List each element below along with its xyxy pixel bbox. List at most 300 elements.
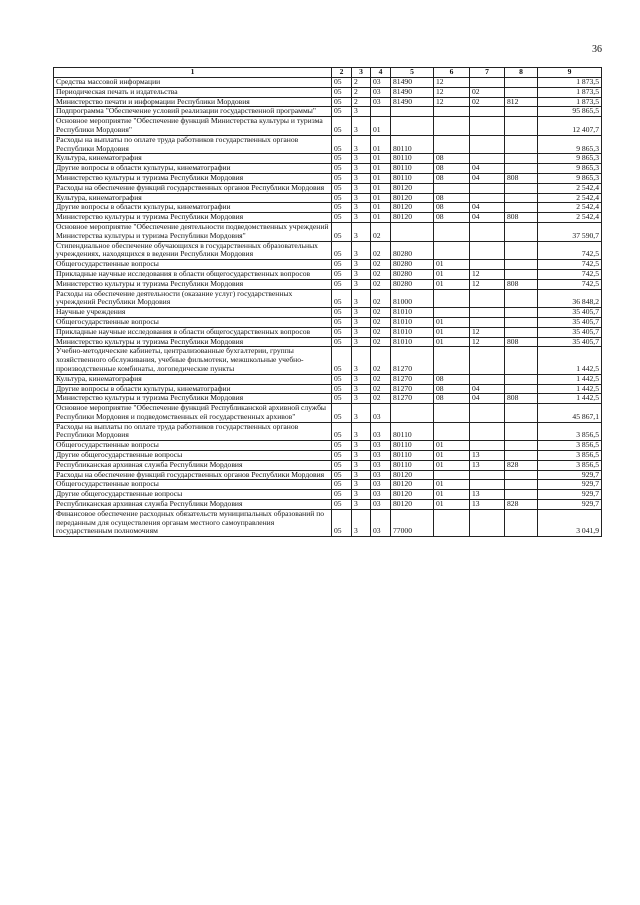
- code-col-7: 12: [470, 327, 505, 337]
- code-col-6: 01: [434, 500, 470, 510]
- code-col-5: 80280: [391, 260, 434, 270]
- row-name: Основное мероприятие "Обеспечение функций Республиканской архивной службы Республики Мордовия и подведомственных ей государственных архивов": [54, 404, 332, 423]
- amount: 9 865,3: [538, 135, 602, 154]
- code-col-8: [505, 404, 538, 423]
- code-col-3: 2: [352, 78, 371, 88]
- row-name: Культура, кинематография: [54, 193, 332, 203]
- row-name: Министерство культуры и туризма Республики Мордовия: [54, 337, 332, 347]
- code-col-4: 03: [371, 404, 391, 423]
- code-col-6: 01: [434, 451, 470, 461]
- code-col-8: [505, 470, 538, 480]
- code-col-5: 81010: [391, 327, 434, 337]
- code-col-7: 12: [470, 337, 505, 347]
- table-row: [54, 135, 602, 154]
- row-name: Расходы на обеспечение функций государственных органов Республики Мордовия: [54, 183, 332, 193]
- code-col-6: 08: [434, 154, 470, 164]
- code-col-2: 05: [332, 374, 352, 384]
- code-col-4: 03: [371, 470, 391, 480]
- code-col-5: 80280: [391, 269, 434, 279]
- code-col-5: 80110: [391, 173, 434, 183]
- code-col-6: 08: [434, 173, 470, 183]
- column-header: 3: [352, 68, 371, 78]
- code-col-3: 3: [352, 480, 371, 490]
- code-col-4: 02: [371, 222, 391, 241]
- code-col-8: [505, 154, 538, 164]
- code-col-5: 80280: [391, 279, 434, 289]
- code-col-3: 3: [352, 509, 371, 536]
- table-row: [54, 394, 602, 404]
- code-col-4: 03: [371, 500, 391, 510]
- table-row: [54, 500, 602, 510]
- code-col-5: 80120: [391, 490, 434, 500]
- code-col-2: 05: [332, 164, 352, 174]
- code-col-4: 01: [371, 183, 391, 193]
- row-name: Расходы на выплаты по оплате труда работников государственных органов Республики Мордовия: [54, 422, 332, 441]
- code-col-4: 02: [371, 289, 391, 308]
- code-col-3: 3: [352, 337, 371, 347]
- row-name: Министерство печати и информации Республики Мордовия: [54, 97, 332, 107]
- table-row: [54, 203, 602, 213]
- page-number: 36: [592, 44, 602, 55]
- code-col-2: 05: [332, 509, 352, 536]
- code-col-2: 05: [332, 394, 352, 404]
- code-col-8: [505, 289, 538, 308]
- code-col-6: [434, 347, 470, 374]
- table-row: [54, 279, 602, 289]
- table-row: [54, 460, 602, 470]
- amount: 37 590,7: [538, 222, 602, 241]
- row-name: Общегосударственные вопросы: [54, 260, 332, 270]
- amount: 1 442,5: [538, 394, 602, 404]
- column-header: 5: [391, 68, 434, 78]
- code-col-6: [434, 422, 470, 441]
- code-col-5: [391, 117, 434, 136]
- code-col-5: 80280: [391, 241, 434, 260]
- code-col-5: 80110: [391, 451, 434, 461]
- code-col-2: 05: [332, 107, 352, 117]
- code-col-6: 01: [434, 337, 470, 347]
- code-col-7: [470, 193, 505, 203]
- code-col-5: 80120: [391, 193, 434, 203]
- code-col-7: [470, 480, 505, 490]
- code-col-5: 80110: [391, 135, 434, 154]
- code-col-8: 828: [505, 500, 538, 510]
- code-col-6: 01: [434, 490, 470, 500]
- code-col-4: 01: [371, 117, 391, 136]
- code-col-6: 12: [434, 87, 470, 97]
- code-col-7: 04: [470, 394, 505, 404]
- amount: 3 856,5: [538, 451, 602, 461]
- code-col-7: 13: [470, 451, 505, 461]
- code-col-2: 05: [332, 279, 352, 289]
- row-name: Культура, кинематография: [54, 374, 332, 384]
- code-col-4: 01: [371, 154, 391, 164]
- code-col-6: 12: [434, 78, 470, 88]
- table-row: [54, 97, 602, 107]
- column-header: 8: [505, 68, 538, 78]
- row-name: Другие общегосударственные вопросы: [54, 490, 332, 500]
- code-col-2: 05: [332, 241, 352, 260]
- amount: 929,7: [538, 490, 602, 500]
- code-col-7: 04: [470, 164, 505, 174]
- code-col-7: [470, 374, 505, 384]
- table-row: [54, 107, 602, 117]
- code-col-8: [505, 384, 538, 394]
- row-name: Министерство культуры и туризма Республики Мордовия: [54, 213, 332, 223]
- amount: 1 442,5: [538, 374, 602, 384]
- amount: 742,5: [538, 260, 602, 270]
- amount: 9 865,3: [538, 164, 602, 174]
- code-col-3: 3: [352, 422, 371, 441]
- code-col-3: 3: [352, 173, 371, 183]
- code-col-4: 03: [371, 480, 391, 490]
- table-row: [54, 269, 602, 279]
- code-col-2: 05: [332, 337, 352, 347]
- table-row: [54, 289, 602, 308]
- row-name: Прикладные научные исследования в области общегосударственных вопросов: [54, 327, 332, 337]
- code-col-3: 3: [352, 222, 371, 241]
- code-col-4: 02: [371, 308, 391, 318]
- code-col-7: 04: [470, 203, 505, 213]
- code-col-8: 808: [505, 394, 538, 404]
- code-col-7: [470, 117, 505, 136]
- table-row: [54, 260, 602, 270]
- code-col-8: [505, 441, 538, 451]
- code-col-5: 80110: [391, 460, 434, 470]
- code-col-8: [505, 135, 538, 154]
- amount: 3 041,9: [538, 509, 602, 536]
- code-col-4: [371, 107, 391, 117]
- column-header: 9: [538, 68, 602, 78]
- amount: 1 873,5: [538, 87, 602, 97]
- code-col-5: 81270: [391, 374, 434, 384]
- row-name: Подпрограмма "Обеспечение условий реализации государственной программы": [54, 107, 332, 117]
- table-row: [54, 347, 602, 374]
- code-col-7: [470, 183, 505, 193]
- code-col-5: 80110: [391, 422, 434, 441]
- code-col-7: [470, 308, 505, 318]
- column-header: 2: [332, 68, 352, 78]
- amount: 2 542,4: [538, 183, 602, 193]
- code-col-7: [470, 509, 505, 536]
- code-col-2: 05: [332, 460, 352, 470]
- code-col-7: [470, 317, 505, 327]
- amount: 3 856,5: [538, 441, 602, 451]
- code-col-2: 05: [332, 213, 352, 223]
- code-col-6: [434, 289, 470, 308]
- code-col-8: [505, 78, 538, 88]
- amount: 1 442,5: [538, 347, 602, 374]
- row-name: Учебно-методические кабинеты, централизованные бухгалтерии, группы хозяйственного обслуживания, учебные фильмотеки, межшкольные учебно-производственные комбинаты, логопедические пункты: [54, 347, 332, 374]
- amount: 36 848,2: [538, 289, 602, 308]
- table-row: [54, 78, 602, 88]
- code-col-5: 80110: [391, 154, 434, 164]
- code-col-4: 02: [371, 279, 391, 289]
- code-col-3: 3: [352, 317, 371, 327]
- code-col-7: [470, 441, 505, 451]
- code-col-6: [434, 509, 470, 536]
- code-col-7: [470, 135, 505, 154]
- code-col-4: 03: [371, 87, 391, 97]
- code-col-2: 05: [332, 154, 352, 164]
- code-col-8: [505, 117, 538, 136]
- code-col-8: [505, 490, 538, 500]
- code-col-4: 03: [371, 490, 391, 500]
- amount: 1 873,5: [538, 97, 602, 107]
- amount: 1 442,5: [538, 384, 602, 394]
- table-row: [54, 374, 602, 384]
- table-row: [54, 173, 602, 183]
- code-col-3: 3: [352, 241, 371, 260]
- code-col-7: [470, 422, 505, 441]
- code-col-5: 81270: [391, 394, 434, 404]
- code-col-6: 01: [434, 260, 470, 270]
- code-col-3: 3: [352, 470, 371, 480]
- code-col-4: 02: [371, 327, 391, 337]
- code-col-8: 812: [505, 97, 538, 107]
- code-col-8: 808: [505, 279, 538, 289]
- code-col-6: 01: [434, 269, 470, 279]
- code-col-6: 01: [434, 327, 470, 337]
- code-col-6: [434, 470, 470, 480]
- code-col-5: 80120: [391, 480, 434, 490]
- code-col-4: 03: [371, 422, 391, 441]
- code-col-2: 05: [332, 222, 352, 241]
- code-col-2: 05: [332, 327, 352, 337]
- code-col-2: 05: [332, 173, 352, 183]
- code-col-7: 12: [470, 269, 505, 279]
- code-col-4: 02: [371, 337, 391, 347]
- code-col-8: [505, 203, 538, 213]
- column-header: 1: [54, 68, 332, 78]
- code-col-8: [505, 164, 538, 174]
- code-col-4: 02: [371, 269, 391, 279]
- code-col-2: 05: [332, 480, 352, 490]
- code-col-4: 02: [371, 394, 391, 404]
- code-col-6: [434, 222, 470, 241]
- code-col-8: [505, 347, 538, 374]
- code-col-2: 05: [332, 183, 352, 193]
- code-col-7: [470, 347, 505, 374]
- code-col-6: 08: [434, 374, 470, 384]
- code-col-3: 3: [352, 500, 371, 510]
- code-col-5: 81490: [391, 97, 434, 107]
- code-col-5: 80120: [391, 203, 434, 213]
- table-row: [54, 404, 602, 423]
- row-name: Финансовое обеспечение расходных обязательств муниципальных образований по переданным для осуществления органам местного самоуправления государственным полномочиям: [54, 509, 332, 536]
- code-col-2: 05: [332, 135, 352, 154]
- row-name: Другие вопросы в области культуры, кинематографии: [54, 203, 332, 213]
- code-col-2: 05: [332, 260, 352, 270]
- code-col-8: [505, 107, 538, 117]
- code-col-7: [470, 107, 505, 117]
- table-row: [54, 222, 602, 241]
- code-col-3: 3: [352, 164, 371, 174]
- amount: 35 405,7: [538, 308, 602, 318]
- row-name: Другие общегосударственные вопросы: [54, 451, 332, 461]
- code-col-5: 80120: [391, 500, 434, 510]
- code-col-2: 05: [332, 97, 352, 107]
- code-col-6: 08: [434, 164, 470, 174]
- code-col-6: [434, 107, 470, 117]
- row-name: Основное мероприятие "Обеспечение функций Министерства культуры и туризма Республики Мордовия": [54, 117, 332, 136]
- amount: 929,7: [538, 500, 602, 510]
- table-row: [54, 490, 602, 500]
- code-col-3: 3: [352, 374, 371, 384]
- code-col-5: 81490: [391, 78, 434, 88]
- code-col-3: 3: [352, 308, 371, 318]
- code-col-6: 08: [434, 394, 470, 404]
- code-col-8: [505, 87, 538, 97]
- row-name: Расходы на выплаты по оплате труда работников государственных органов Республики Мордовия: [54, 135, 332, 154]
- code-col-4: 01: [371, 193, 391, 203]
- code-col-7: 04: [470, 173, 505, 183]
- code-col-8: [505, 193, 538, 203]
- table-row: [54, 441, 602, 451]
- code-col-7: [470, 222, 505, 241]
- code-col-4: 01: [371, 213, 391, 223]
- code-col-3: 3: [352, 451, 371, 461]
- code-col-3: 3: [352, 490, 371, 500]
- code-col-8: [505, 509, 538, 536]
- code-col-8: [505, 451, 538, 461]
- code-col-5: 77000: [391, 509, 434, 536]
- row-name: Министерство культуры и туризма Республики Мордовия: [54, 394, 332, 404]
- code-col-8: 828: [505, 460, 538, 470]
- code-col-6: 01: [434, 480, 470, 490]
- code-col-4: 02: [371, 241, 391, 260]
- amount: 929,7: [538, 470, 602, 480]
- code-col-3: 3: [352, 117, 371, 136]
- code-col-4: 01: [371, 164, 391, 174]
- table-row: [54, 384, 602, 394]
- code-col-5: 81270: [391, 347, 434, 374]
- code-col-5: 80120: [391, 183, 434, 193]
- code-col-2: 05: [332, 78, 352, 88]
- code-col-5: 81490: [391, 87, 434, 97]
- code-col-5: [391, 222, 434, 241]
- row-name: Общегосударственные вопросы: [54, 317, 332, 327]
- code-col-6: [434, 117, 470, 136]
- table-row: [54, 308, 602, 318]
- amount: 12 407,7: [538, 117, 602, 136]
- amount: 45 867,1: [538, 404, 602, 423]
- code-col-3: 2: [352, 87, 371, 97]
- code-col-7: 04: [470, 384, 505, 394]
- code-col-6: [434, 241, 470, 260]
- table-row: [54, 422, 602, 441]
- code-col-6: 01: [434, 279, 470, 289]
- code-col-3: 3: [352, 279, 371, 289]
- code-col-2: 05: [332, 193, 352, 203]
- row-name: Стипендиальное обеспечение обучающихся в государственных образовательных учреждениях, находящихся в ведении Республики Мордовия: [54, 241, 332, 260]
- table-header-row: [54, 68, 602, 78]
- code-col-5: [391, 404, 434, 423]
- code-col-2: 05: [332, 308, 352, 318]
- amount: 3 856,5: [538, 422, 602, 441]
- row-name: Общегосударственные вопросы: [54, 480, 332, 490]
- code-col-8: [505, 308, 538, 318]
- code-col-7: 02: [470, 97, 505, 107]
- code-col-6: 12: [434, 97, 470, 107]
- code-col-2: 05: [332, 117, 352, 136]
- code-col-3: 3: [352, 203, 371, 213]
- amount: 35 405,7: [538, 327, 602, 337]
- row-name: Общегосударственные вопросы: [54, 441, 332, 451]
- code-col-4: 01: [371, 203, 391, 213]
- row-name: Расходы на обеспечение деятельности (оказание услуг) государственных учреждений Республики Мордовия: [54, 289, 332, 308]
- row-name: Министерство культуры и туризма Республики Мордовия: [54, 173, 332, 183]
- row-name: Основное мероприятие "Обеспечение деятельности подведомственных учреждений Министерства культуры и туризма Республики Мордовия": [54, 222, 332, 241]
- code-col-2: 05: [332, 451, 352, 461]
- code-col-8: [505, 241, 538, 260]
- code-col-6: [434, 308, 470, 318]
- code-col-8: [505, 374, 538, 384]
- code-col-6: 01: [434, 460, 470, 470]
- code-col-8: [505, 183, 538, 193]
- column-header: 6: [434, 68, 470, 78]
- amount: 35 405,7: [538, 337, 602, 347]
- code-col-4: 02: [371, 260, 391, 270]
- amount: 929,7: [538, 480, 602, 490]
- code-col-2: 05: [332, 384, 352, 394]
- code-col-3: 3: [352, 193, 371, 203]
- code-col-4: 02: [371, 374, 391, 384]
- amount: 742,5: [538, 279, 602, 289]
- code-col-3: 3: [352, 347, 371, 374]
- table-row: [54, 213, 602, 223]
- code-col-7: 02: [470, 87, 505, 97]
- code-col-7: 13: [470, 490, 505, 500]
- code-col-8: [505, 222, 538, 241]
- code-col-2: 05: [332, 317, 352, 327]
- code-col-6: [434, 183, 470, 193]
- code-col-8: [505, 480, 538, 490]
- code-col-5: 81010: [391, 317, 434, 327]
- code-col-7: [470, 78, 505, 88]
- code-col-7: [470, 289, 505, 308]
- table-row: [54, 509, 602, 536]
- code-col-8: [505, 317, 538, 327]
- code-col-4: 02: [371, 384, 391, 394]
- code-col-8: 808: [505, 173, 538, 183]
- code-col-4: 03: [371, 78, 391, 88]
- row-name: Республиканская архивная служба Республики Мордовия: [54, 500, 332, 510]
- code-col-3: 3: [352, 107, 371, 117]
- table-row: [54, 327, 602, 337]
- code-col-8: [505, 260, 538, 270]
- amount: 742,5: [538, 241, 602, 260]
- row-name: Другие вопросы в области культуры, кинематографии: [54, 164, 332, 174]
- code-col-2: 05: [332, 347, 352, 374]
- code-col-3: 3: [352, 269, 371, 279]
- row-name: Республиканская архивная служба Республики Мордовия: [54, 460, 332, 470]
- row-name: Культура, кинематография: [54, 154, 332, 164]
- amount: 95 865,5: [538, 107, 602, 117]
- code-col-6: 01: [434, 441, 470, 451]
- amount: 9 865,3: [538, 154, 602, 164]
- amount: 3 856,5: [538, 460, 602, 470]
- code-col-3: 3: [352, 441, 371, 451]
- amount: 2 542,4: [538, 193, 602, 203]
- code-col-4: 03: [371, 451, 391, 461]
- code-col-2: 05: [332, 441, 352, 451]
- row-name: Прикладные научные исследования в области общегосударственных вопросов: [54, 269, 332, 279]
- code-col-2: 05: [332, 87, 352, 97]
- code-col-7: [470, 470, 505, 480]
- code-col-3: 3: [352, 135, 371, 154]
- row-name: Научные учреждения: [54, 308, 332, 318]
